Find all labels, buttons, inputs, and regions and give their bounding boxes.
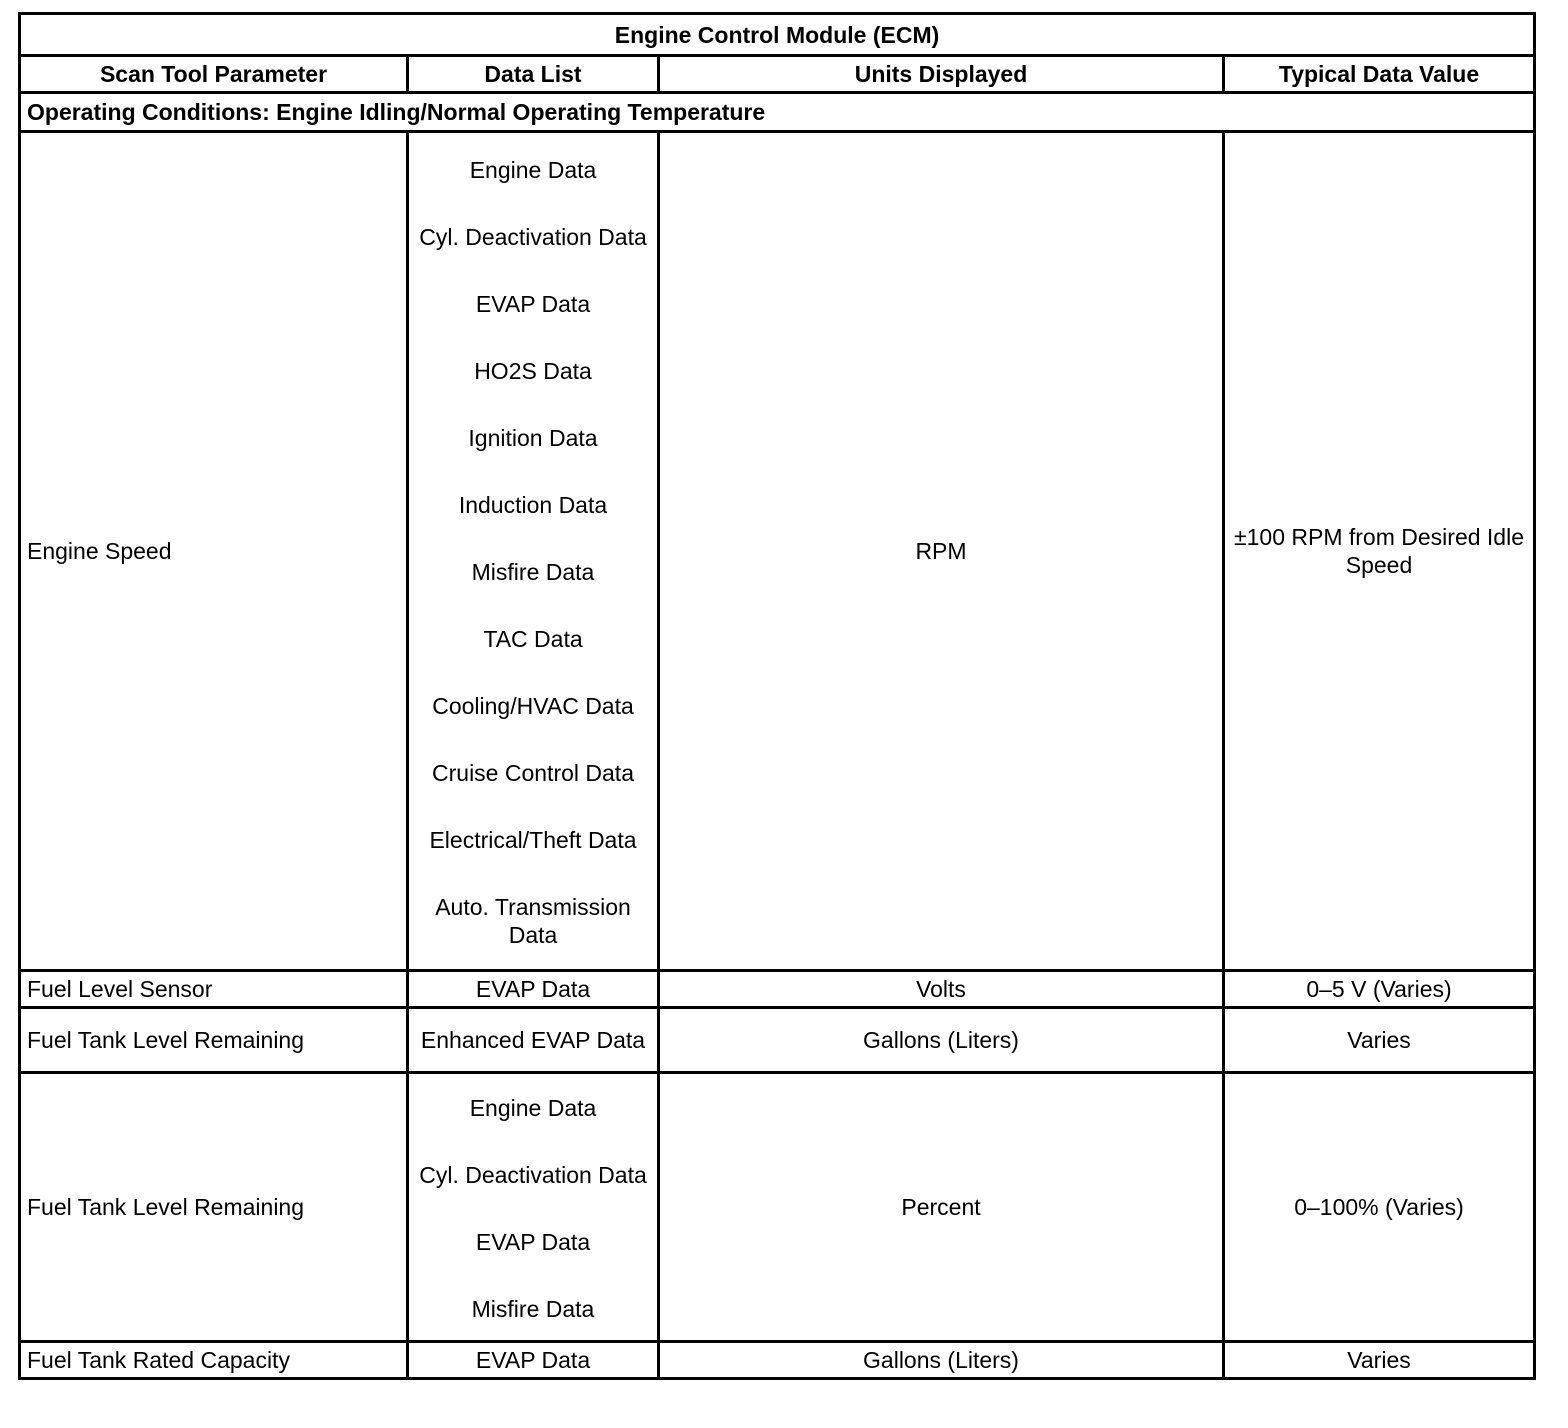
data-list-cell xyxy=(408,1073,659,1342)
data-list-cell xyxy=(408,1342,659,1379)
column-header-data-list: Data List xyxy=(408,56,659,93)
data-list-item: Cooling/HVAC Data xyxy=(432,692,634,719)
data-list-item: Cruise Control Data xyxy=(432,759,634,786)
data-list-item: EVAP Data xyxy=(475,1347,591,1373)
ecm-data-table xyxy=(18,12,1536,1380)
data-list-item: Engine Data xyxy=(469,1094,597,1121)
typical-value-cell: Varies xyxy=(1224,1008,1535,1073)
typical-value-cell: 0–5 V (Varies) xyxy=(1224,971,1535,1008)
data-list-cell xyxy=(408,132,659,971)
parameter-cell: Fuel Tank Rated Capacity xyxy=(20,1342,408,1379)
parameter-cell: Engine Speed xyxy=(20,132,408,971)
table-title-row xyxy=(20,14,1535,56)
data-list-item: Electrical/Theft Data xyxy=(429,826,637,853)
units-cell: Gallons (Liters) xyxy=(659,1342,1224,1379)
data-list-item: EVAP Data xyxy=(475,976,591,1002)
data-list-item: Misfire Data xyxy=(471,1295,595,1322)
data-list-cell xyxy=(408,971,659,1008)
typical-value-cell: Varies xyxy=(1224,1342,1535,1379)
operating-conditions-row xyxy=(20,93,1535,132)
column-header-parameter: Scan Tool Parameter xyxy=(20,56,408,93)
typical-value-cell: 0–100% (Varies) xyxy=(1224,1073,1535,1342)
data-list-item: Enhanced EVAP Data xyxy=(420,1027,646,1053)
data-list-item: Engine Data xyxy=(469,156,597,183)
column-header-typical-value: Typical Data Value xyxy=(1224,56,1535,93)
data-list xyxy=(415,152,651,951)
table-row xyxy=(20,1008,1535,1073)
column-header-units: Units Displayed xyxy=(659,56,1224,93)
data-list-item: Induction Data xyxy=(458,491,608,518)
parameter-cell: Fuel Level Sensor xyxy=(20,971,408,1008)
table-row xyxy=(20,1342,1535,1379)
units-cell: Gallons (Liters) xyxy=(659,1008,1224,1073)
typical-value-cell: ±100 RPM from Desired Idle Speed xyxy=(1224,132,1535,971)
data-list-item: EVAP Data xyxy=(475,290,591,317)
data-list xyxy=(415,1090,651,1325)
data-list-cell xyxy=(408,1008,659,1073)
data-list-item: EVAP Data xyxy=(475,1228,591,1255)
data-list-item: Cyl. Deactivation Data xyxy=(419,223,647,250)
units-cell: Percent xyxy=(659,1073,1224,1342)
data-list-item: HO2S Data xyxy=(474,357,592,384)
operating-conditions: Operating Conditions: Engine Idling/Normal Operating Temperature xyxy=(20,93,1535,132)
data-list-item: Ignition Data xyxy=(468,424,598,451)
column-header-row xyxy=(20,56,1535,93)
units-cell: Volts xyxy=(659,971,1224,1008)
table-row xyxy=(20,1073,1535,1342)
data-list-item: Misfire Data xyxy=(471,558,595,585)
parameter-cell: Fuel Tank Level Remaining xyxy=(20,1073,408,1342)
data-list-item: Auto. Transmission Data xyxy=(435,893,631,948)
data-list-item: Cyl. Deactivation Data xyxy=(419,1161,647,1188)
table-title: Engine Control Module (ECM) xyxy=(20,14,1535,56)
table-row xyxy=(20,132,1535,971)
units-cell: RPM xyxy=(659,132,1224,971)
data-list-item: TAC Data xyxy=(483,625,583,652)
parameter-cell: Fuel Tank Level Remaining xyxy=(20,1008,408,1073)
table-row xyxy=(20,971,1535,1008)
